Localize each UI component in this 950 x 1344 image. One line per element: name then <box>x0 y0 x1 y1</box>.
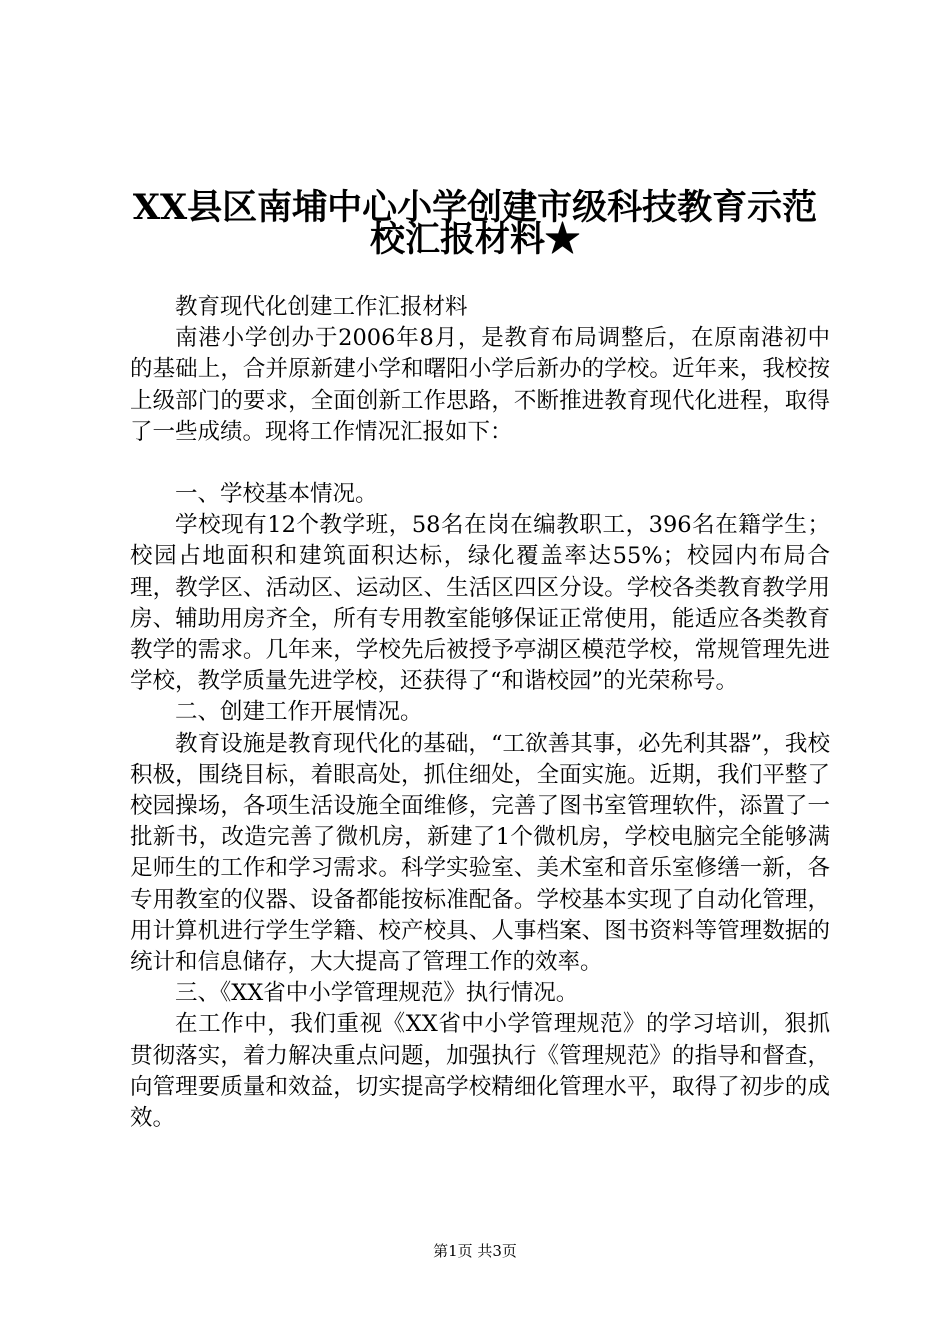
paragraph-construction-work: 教育设施是教育现代化的基础，“工欲善其事，必先利其器”，我校积极，围绕目标，着眼高处，抓住细处，全面实施。近期，我们平整了校园操场，各项生活设施全面维修，完善了图书室管理软件，添置了一批新书，改造完善了微机房，新建了1个微机房，学校电脑完全能够满足师生的工作和学习需求。科学实验室、美术室和音乐室修缮一新，各专用教室的仪器、设备都能按标准配备。学校基本实现了自动化管理，用计算机进行学生学籍、校产校具、人事档案、图书资料等管理数据的统计和信息储存，大大提高了管理工作的效率。 <box>130 730 830 976</box>
section-heading-3: 三、《XX省中小学管理规范》执行情况。 <box>175 980 579 1007</box>
paragraph-school-overview: 学校现有12个教学班，58名在岗在编教职工，396名在籍学生；校园占地面积和建筑面积达标，绿化覆盖率达55%；校园内布局合理，教学区、活动区、运动区、生活区四区分设。学校各类教育教学用房、辅助用房齐全，所有专用教室能够保证正常使用，能适应各类教育教学的需求。几年来，学校先后被授予亭湖区模范学校，常规管理先进学校，教学质量先进学校，还获得了“和谐校园”的光荣称号。 <box>130 512 830 695</box>
page-footer: 第1页 共3页 <box>433 1242 517 1260</box>
paragraph-management-standards: 在工作中，我们重视《XX省中小学管理规范》的学习培训，狠抓贯彻落实，着力解决重点问题，加强执行《管理规范》的指导和督查，向管理要质量和效益，切实提高学校精细化管理水平，取得了初步的成效。 <box>130 1011 830 1132</box>
document-body <box>130 292 830 1134</box>
section-heading-2: 二、创建工作开展情况。 <box>175 699 423 726</box>
section-heading-1: 一、学校基本情况。 <box>175 481 378 508</box>
document-title-line2: 校汇报材料★ <box>369 219 580 260</box>
paragraph-intro: 南港小学创办于2006年8月，是教育布局调整后，在原南港初中的基础上，合并原新建小学和曙阳小学后新办的学校。近年来，我校按上级部门的要求，全面创新工作思路，不断推进教育现代化进程，取得了一些成绩。现将工作情况汇报如下： <box>130 325 830 445</box>
document-title-line1: XX县区南埔中心小学创建市级科技教育示范 <box>132 187 818 228</box>
paragraph-subtitle: 教育现代化创建工作汇报材料 <box>175 294 468 320</box>
